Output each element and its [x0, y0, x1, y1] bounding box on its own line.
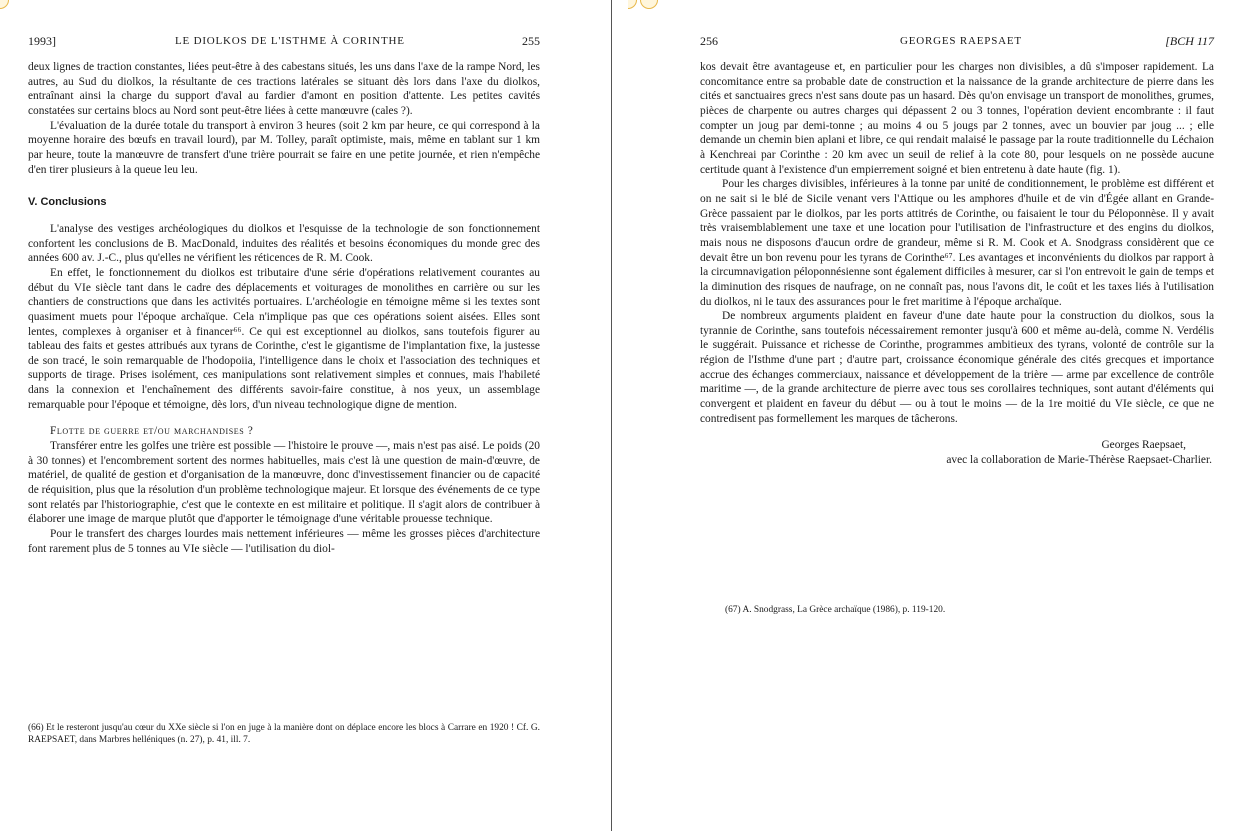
signature-author: Georges Raepsaet,	[1101, 439, 1186, 452]
paragraph: L'analyse des vestiges archéologiques du diolkos et l'esquisse de la technologie de son fonctionnement confortent les conclusions de B. MacDonald, induites des réalités et besoins économiques du monde grec des années 600 av. J.-C., plus qu'elles ne vérifient les réticences de R. M. Cook.	[28, 222, 540, 265]
page-number: 255	[522, 34, 540, 48]
paragraph: L'évaluation de la durée totale du transport à environ 3 heures (soit 2 km par heure, ce qui correspond à la moyenne horaire des bœufs en travail lourd), par M. Tolley, paraît optimiste, mais, même en tablant sur 1 km par heure, toute la manœuvre de transfert d'une trière pourrait se faire en une petite journée, et rien n'empêche d'en tirer plusieurs à la queue leu leu.	[28, 119, 540, 176]
section-heading: V. Conclusions	[28, 196, 107, 209]
paragraph: Pour le transfert des charges lourdes mais nettement inférieures — même les grosses pièces d'architecture font rarement plus de 5 tonnes au VIe siècle — l'utilisation du diol-	[28, 528, 540, 555]
running-title: LE DIOLKOS DE L'ISTHME À CORINTHE	[175, 35, 405, 47]
page-corner-marker	[0, 0, 9, 9]
paragraph: Pour les charges divisibles, inférieures à la tonne par unité de conditionnement, le problème est différent et on ne sait si le blé de Sicile venant vers l'Attique ou les amphores d'huile et de vin d'Égée allant en Grande-Grèce passaient par le diolkos, par les ports attitrés de Corinthe, ou faisaient le tour du Péloponnèse. Il y avait très vraisemblablement une taxe et une location pour l'utilisation de l'infrastructure et des engins du diolkos, mais nous ne disposons d'aucun ordre de grandeur, même si R. M. Cook et A. Snodgrass considèrent que ce devait être un bon revenu pour les tyrans de Corinthe⁶⁷. Les avantages et inconvénients du diolkos par rapport à la circumnavigation péloponnésienne sont également difficiles à mesurer, car si l'on entrevoit le gain de temps et la diminution des risques de naufrage, on ne connaît pas, nous l'avons dit, le coût et les taxes liés à l'utilisation du diolkos, ni le taux des assurances pour le fret maritime à l'époque archaïque.	[700, 178, 1214, 308]
running-title: GEORGES RAEPSAET	[900, 35, 1022, 47]
subheading: Flotte de guerre et/ou marchandises ?	[50, 425, 254, 438]
signature-collaboration: avec la collaboration de Marie-Thérèse Raepsaet-Charlier.	[946, 454, 1212, 467]
page-corner-marker	[640, 0, 658, 9]
paragraph: En effet, le fonctionnement du diolkos est tributaire d'une série d'opérations relativement courantes au début du VIe siècle tant dans le cadre des déplacements et voiturages de monolithes en carrière ou sur les chantiers de constructions que dans les activités portuaires. L'archéologie en témoigne même si les textes sont quasiment muets pour l'époque archaïque. Cela n'implique pas que ces opérations soient aisées. Elles sont lentes, complexes à organiser et à financer⁶⁶. Ce qui est exceptionnel au diolkos, sans toutefois figurer au tableau des faits et gestes attribués aux tyrans de Corinthe, c'est le gigantisme de l'implantation fixe, la justesse de son tracé, le soin remarquable de l'hodopoiia, l'intelligence dans le choix et l'association des techniques et supports de tirage. Prises isolément, ces manipulations sont relativement simples et connues, mais l'habileté dans la connexion et l'enchaînement des différents savoir-faire constitue, à nos yeux, un assemblage remarquable pour l'époque et témoigne, dès lors, d'un niveau technologique digne de mention.	[28, 266, 540, 411]
right-page	[628, 0, 1246, 831]
paragraph: De nombreux arguments plaident en faveur d'une date haute pour la construction du diolkos, sous la tyrannie de Corinthe, sans toutefois nécessairement remonter jusqu'à 600 et même au-delà, comme N. Verdélis le suggérait. Puissance et richesse de Corinthe, programmes ambitieux des tyrans, volonté de contrôle sur la région de l'Isthme d'une part ; d'autre part, croissance économique générale des cités grecques et importance accrue des échanges commerciaux, naissance et développement de la trière — arme par excellence de contrôle maritime —, de la grande architecture de pierre avec tous ses corollaires techniques, sont autant d'éléments qui convergent et plaident en faveur du début — ou à tout le moins — de la 1re moitié du VIe siècle, ce que ne contredisent pas formellement les marques de tâcherons.	[700, 310, 1214, 425]
paragraph: kos devait être avantageuse et, en particulier pour les charges non divisibles, a dû s'imposer rapidement. La concomitance entre sa probable date de construction et la naissance de la grande architecture de pierre dans les cités et sanctuaires grecs n'est sans doute pas un hasard. Dès qu'on envisage un transport de monolithes, grumes, pièces de charpente ou autres charges qui dépassent 2 ou 3 tonnes, l'opération devient encombrante : il faut compter un joug par demi-tonne ; au moins 4 ou 5 jougs par 2 tonnes, avec un bouvier par joug ... ; elle demande un chemin bien aplani et libre, ce qui rendait malaisé le passage par la route traditionnelle du Léchaion à Kenchreai par Corinthe : 20 km avec un seuil de relief à la cote 80, pour lesquels on ne possède aucune certitude quant à l'existence d'un empierrement soigné et bien entretenu à date haute (fig. 1).	[700, 61, 1214, 176]
page-number: 256	[700, 34, 718, 48]
left-text-column	[28, 60, 540, 556]
right-text-column	[700, 60, 1214, 468]
journal-reference: [BCH 117	[1165, 34, 1214, 48]
paragraph: Transférer entre les golfes une trière est possible — l'histoire le prouve —, mais n'est pas aisé. Le poids (20 à 30 tonnes) et l'encombrement sortent des normes habituelles, mais c'est là une question de main-d'œuvre, de matériel, de qualité de gestion et d'organisation de la manœuvre, donc d'investissement financier ou de capacité de réquisition, plus que la résolution d'un problème technologique majeur. Et lorsque des événements de ce type sont relatés par l'historiographie, c'est que le contexte en est militaire et politique. Il s'agit alors de contribuer à élaborer une image de marque plutôt que d'apporter le témoignage d'une véritable prouesse technique.	[28, 440, 540, 526]
paragraph: deux lignes de traction constantes, liées peut-être à des cabestans situés, les uns dans l'axe de la rampe Nord, les autres, au Sud du diolkos, la résultante de ces tractions latérales se situant dès lors dans l'axe du diolkos, entraînant ainsi la charge du support d'aval au fardier d'amont en position d'attente. Les petites cavités constatées sur certains blocs au Nord sont peut-être liées à cette manœuvre (cales ?).	[28, 61, 540, 117]
header-year: 1993]	[28, 34, 56, 48]
footnote: (66) Et le resteront jusqu'au cœur du XXe siècle si l'on en juge à la manière dont on déplace encore les blocs à Carrare en 1920 ! Cf. G. RAEPSAET, dans Marbres helléniques (n. 27), p. 41, ill. 7.	[28, 723, 540, 746]
footnote: (67) A. Snodgrass, La Grèce archaïque (1986), p. 119-120.	[725, 605, 946, 615]
gutter	[612, 0, 628, 831]
page-corner-marker	[628, 0, 637, 9]
left-page	[0, 0, 611, 831]
